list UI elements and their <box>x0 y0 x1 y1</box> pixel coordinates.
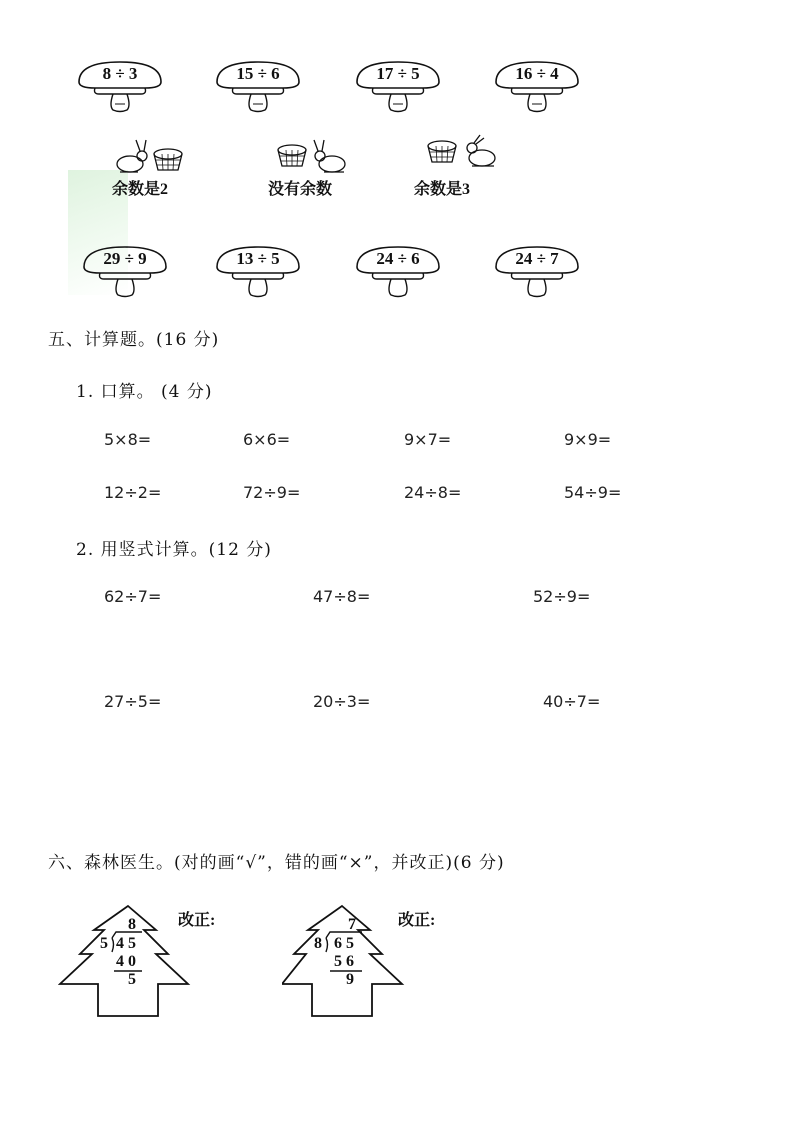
rabbit-basket-group <box>108 138 188 178</box>
mental-math-item: 12÷2= <box>104 483 162 502</box>
rabbit-basket-group <box>274 138 354 178</box>
vertical-calc-item: 20÷3= <box>313 692 371 711</box>
mushroom-expression: 16 ÷ 4 <box>515 64 559 83</box>
mushroom-card <box>80 245 170 315</box>
vertical-calc-item: 62÷7= <box>104 587 162 606</box>
section-6-title: 六、森林医生。(对的画“√”，错的画“×”，并改正)(6 分) <box>48 853 505 873</box>
correction-label: 改正: <box>178 912 216 929</box>
remainder-label: 没有余数 <box>268 181 333 198</box>
basket-icon <box>154 149 182 170</box>
rabbit-icon <box>117 140 147 172</box>
mushroom-expression: 15 ÷ 6 <box>236 64 280 83</box>
mushroom-expression: 8 ÷ 3 <box>102 64 138 83</box>
mushroom-card <box>213 60 303 130</box>
remainder: 5 <box>128 971 136 988</box>
vertical-calc-item: 40÷7= <box>543 692 601 711</box>
rabbit-icon <box>314 140 345 172</box>
quotient: 8 <box>128 916 136 933</box>
remainder-label: 余数是2 <box>112 181 169 198</box>
vertical-calc-item: 27÷5= <box>104 692 162 711</box>
quotient: 7 <box>348 916 356 933</box>
mushroom-expression: 17 ÷ 5 <box>376 64 420 83</box>
mental-math-item: 6×6= <box>243 430 291 449</box>
mushroom-card <box>213 245 303 315</box>
mushroom-expression: 13 ÷ 5 <box>236 249 280 268</box>
part-2-title: 2. 用竖式计算。(12 分) <box>76 540 272 560</box>
divisor: 5 <box>100 935 108 952</box>
product: 4 0 <box>116 953 136 970</box>
product: 5 6 <box>334 953 354 970</box>
remainder: 9 <box>346 971 354 988</box>
mushroom-card <box>492 60 582 130</box>
tree-card <box>58 904 198 1024</box>
rabbit-icon <box>467 135 495 166</box>
mental-math-item: 9×7= <box>404 430 452 449</box>
vertical-calc-item: 52÷9= <box>533 587 591 606</box>
mushroom-expression: 24 ÷ 6 <box>376 249 420 268</box>
section-5-title: 五、计算题。(16 分) <box>48 330 220 350</box>
correction-label: 改正: <box>398 912 436 929</box>
mental-math-item: 9×9= <box>564 430 612 449</box>
mushroom-expression: 29 ÷ 9 <box>103 249 147 268</box>
mushroom-card <box>492 245 582 315</box>
mushroom-card <box>353 245 443 315</box>
mushroom-card <box>353 60 443 130</box>
basket-icon <box>428 141 456 162</box>
dividend: 6 5 <box>334 935 354 952</box>
rabbit-basket-group <box>424 134 504 174</box>
mental-math-item: 5×8= <box>104 430 152 449</box>
mental-math-item: 24÷8= <box>404 483 462 502</box>
remainder-label: 余数是3 <box>414 181 471 198</box>
part-1-title: 1. 口算。 (4 分) <box>76 382 213 402</box>
basket-icon <box>278 145 306 166</box>
mushroom-card <box>75 60 165 130</box>
divisor: 8 <box>314 935 322 952</box>
vertical-calc-item: 47÷8= <box>313 587 371 606</box>
mental-math-item: 72÷9= <box>243 483 301 502</box>
mental-math-item: 54÷9= <box>564 483 622 502</box>
dividend: 4 5 <box>116 935 136 952</box>
mushroom-expression: 24 ÷ 7 <box>515 249 559 268</box>
